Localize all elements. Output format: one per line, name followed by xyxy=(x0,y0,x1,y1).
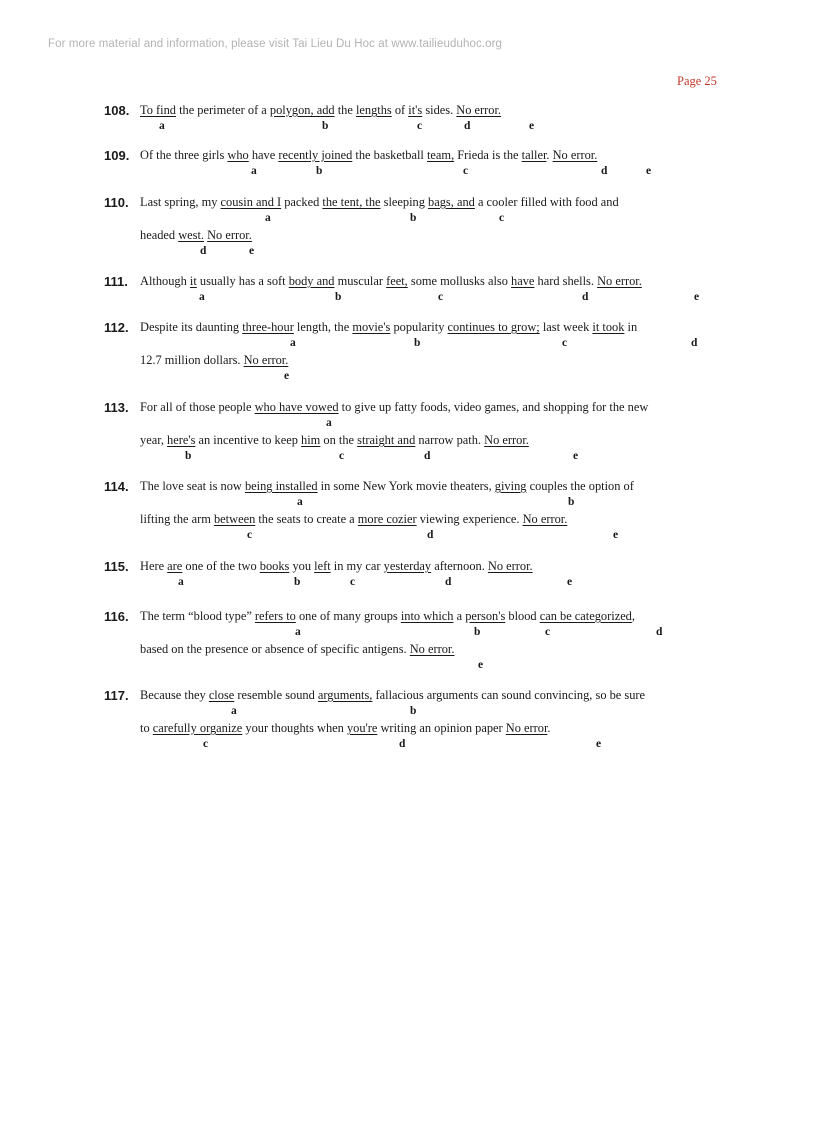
text-segment: couples the option of xyxy=(526,479,634,493)
question-number: 112. xyxy=(104,320,129,335)
choice-label-b: b xyxy=(568,496,575,508)
underlined-segment: straight and xyxy=(357,433,416,447)
text-segment: in my car xyxy=(330,559,384,573)
text-segment: to xyxy=(140,721,153,735)
underlined-segment: person's xyxy=(465,609,506,623)
underlined-segment: it's xyxy=(408,103,423,117)
question-text-line xyxy=(140,721,551,736)
choice-label-c: c xyxy=(247,529,253,541)
choice-label-c: c xyxy=(545,626,551,638)
question-text-line xyxy=(140,559,533,574)
choice-label-a: a xyxy=(265,212,271,224)
text-segment: . xyxy=(546,148,553,162)
question-text-line xyxy=(140,609,635,624)
question-text-line xyxy=(140,512,567,527)
text-segment: hard shells. xyxy=(534,274,598,288)
underlined-segment: body and xyxy=(288,274,335,288)
choice-label-a: a xyxy=(159,120,165,132)
underlined-segment: movie's xyxy=(352,320,391,334)
text-segment: the basketball xyxy=(352,148,427,162)
choice-label-d: d xyxy=(582,291,589,303)
choice-label-b: b xyxy=(335,291,342,303)
text-segment: . xyxy=(547,721,551,735)
watermark: For more material and information, please visit Tai Lieu Du Hoc at www.tailieuduhoc.org xyxy=(48,38,503,50)
text-segment: last week xyxy=(539,320,593,334)
text-segment: year, xyxy=(140,433,168,447)
underlined-segment: bags, and xyxy=(428,195,475,209)
choice-label-a: a xyxy=(231,705,237,717)
choice-label-b: b xyxy=(414,337,421,349)
choice-label-d: d xyxy=(691,337,698,349)
text-segment: The term “blood type” xyxy=(140,609,255,623)
text-segment: sleeping xyxy=(380,195,429,209)
text-segment: the seats to create a xyxy=(255,512,358,526)
underlined-segment: who have vowed xyxy=(254,400,339,414)
underlined-segment: you're xyxy=(346,721,378,735)
choice-label-a: a xyxy=(290,337,296,349)
choice-label-c: c xyxy=(417,120,423,132)
choice-label-c: c xyxy=(350,576,356,588)
underlined-segment: left xyxy=(314,559,331,573)
underlined-segment: are xyxy=(167,559,183,573)
question-number: 111. xyxy=(104,274,128,289)
text-segment: a xyxy=(453,609,466,623)
underlined-segment: giving xyxy=(494,479,527,493)
choice-label-a: a xyxy=(326,417,332,429)
text-segment: an incentive to keep xyxy=(195,433,302,447)
text-segment: have xyxy=(248,148,279,162)
text-segment: based on the presence or absence of specific antigens. xyxy=(140,642,410,656)
text-segment: writing an opinion paper xyxy=(377,721,506,735)
text-segment: packed xyxy=(281,195,323,209)
question-text-line xyxy=(140,400,648,415)
underlined-segment: have xyxy=(511,274,535,288)
choice-label-b: b xyxy=(410,212,417,224)
underlined-segment: yesterday xyxy=(383,559,432,573)
underlined-segment: No error xyxy=(505,721,548,735)
text-segment: , xyxy=(631,609,635,623)
text-segment: the xyxy=(334,103,356,117)
choice-label-e: e xyxy=(646,165,652,177)
question-number: 115. xyxy=(104,559,129,574)
question-number: 117. xyxy=(104,688,129,703)
text-segment: afternoon. xyxy=(431,559,488,573)
underlined-segment: feet, xyxy=(386,274,408,288)
text-segment: headed xyxy=(140,228,179,242)
underlined-segment: carefully organize xyxy=(152,721,243,735)
text-segment: sides. xyxy=(422,103,457,117)
text-segment: narrow path. xyxy=(415,433,485,447)
text-segment: the perimeter of a xyxy=(175,103,270,117)
question-text-line xyxy=(140,148,597,163)
underlined-segment: refers to xyxy=(254,609,296,623)
question-text-line xyxy=(140,103,501,118)
text-segment: resemble sound xyxy=(234,688,318,702)
text-segment: blood xyxy=(505,609,540,623)
underlined-segment: No error. xyxy=(207,228,252,242)
question-number: 116. xyxy=(104,609,129,624)
underlined-segment: No error. xyxy=(484,433,529,447)
underlined-segment: No error. xyxy=(409,642,455,656)
underlined-segment: being installed xyxy=(244,479,318,493)
question-text-line xyxy=(140,479,634,494)
choice-label-e: e xyxy=(694,291,700,303)
text-segment: fallacious arguments can sound convincing, so be sure xyxy=(372,688,646,702)
question-text-line xyxy=(140,195,619,210)
text-segment: Of the three girls xyxy=(140,148,228,162)
underlined-segment: close xyxy=(208,688,235,702)
underlined-segment: west. xyxy=(178,228,204,242)
question-number: 113. xyxy=(104,400,129,415)
underlined-segment: No error. xyxy=(487,559,533,573)
underlined-segment: polygon, add xyxy=(269,103,335,117)
choice-label-c: c xyxy=(203,738,209,750)
underlined-segment: arguments, xyxy=(317,688,373,702)
choice-label-d: d xyxy=(601,165,608,177)
underlined-segment: between xyxy=(213,512,256,526)
text-segment: Because they xyxy=(140,688,209,702)
text-segment: you xyxy=(289,559,315,573)
text-segment: length, the xyxy=(293,320,353,334)
choice-label-b: b xyxy=(316,165,323,177)
question-number: 114. xyxy=(104,479,129,494)
choice-label-c: c xyxy=(463,165,469,177)
text-segment: 12.7 million dollars. xyxy=(140,353,244,367)
choice-label-c: c xyxy=(562,337,568,349)
question-text-line xyxy=(140,433,529,448)
underlined-segment: more cozier xyxy=(357,512,417,526)
text-segment: your thoughts when xyxy=(242,721,347,735)
underlined-segment: taller xyxy=(521,148,547,162)
underlined-segment: To find xyxy=(140,103,176,117)
text-segment: muscular xyxy=(334,274,387,288)
text-segment: in some New York movie theaters, xyxy=(317,479,495,493)
question-number: 108. xyxy=(104,103,130,118)
underlined-segment: recently joined xyxy=(278,148,353,162)
underlined-segment: here's xyxy=(167,433,196,447)
underlined-segment: cousin and I xyxy=(220,195,282,209)
text-segment: in xyxy=(624,320,638,334)
text-segment: usually has a soft xyxy=(196,274,289,288)
choice-label-c: c xyxy=(499,212,505,224)
text-segment: of xyxy=(391,103,409,117)
underlined-segment: No error. xyxy=(552,148,598,162)
choice-label-d: d xyxy=(424,450,431,462)
choice-label-e: e xyxy=(596,738,602,750)
underlined-segment: three-hour xyxy=(242,320,294,334)
underlined-segment: No error. xyxy=(243,353,289,367)
choice-label-e: e xyxy=(613,529,619,541)
choice-label-d: d xyxy=(399,738,406,750)
text-segment: on the xyxy=(320,433,358,447)
choice-label-e: e xyxy=(284,370,290,382)
choice-label-c: c xyxy=(339,450,345,462)
underlined-segment: lengths xyxy=(355,103,392,117)
underlined-segment: the tent, the xyxy=(322,195,381,209)
choice-label-e: e xyxy=(567,576,573,588)
choice-label-d: d xyxy=(464,120,471,132)
text-segment: viewing experience. xyxy=(416,512,523,526)
text-segment: some mollusks also xyxy=(407,274,512,288)
question-text-line xyxy=(140,642,454,657)
underlined-segment: into which xyxy=(400,609,454,623)
choice-label-b: b xyxy=(322,120,329,132)
underlined-segment: No error. xyxy=(522,512,568,526)
question-text-line xyxy=(140,320,637,335)
choice-label-d: d xyxy=(427,529,434,541)
choice-label-e: e xyxy=(249,245,255,257)
choice-label-b: b xyxy=(410,705,417,717)
question-text-line xyxy=(140,274,642,289)
text-segment: Despite its daunting xyxy=(140,320,243,334)
underlined-segment: No error. xyxy=(456,103,502,117)
question-text-line xyxy=(140,353,288,368)
choice-label-a: a xyxy=(178,576,184,588)
text-segment: The love seat is now xyxy=(140,479,245,493)
underlined-segment: team, xyxy=(426,148,455,162)
text-segment: to give up fatty foods, video games, and shopping for the new xyxy=(338,400,649,414)
text-segment: Here xyxy=(140,559,168,573)
choice-label-a: a xyxy=(199,291,205,303)
text-segment: one of many groups xyxy=(295,609,401,623)
underlined-segment: can be categorized xyxy=(539,609,632,623)
underlined-segment: him xyxy=(301,433,321,447)
choice-label-c: c xyxy=(438,291,444,303)
question-text-line xyxy=(140,688,645,703)
choice-label-b: b xyxy=(294,576,301,588)
text-segment: popularity xyxy=(390,320,448,334)
text-segment: For all of those people xyxy=(140,400,255,414)
choice-label-b: b xyxy=(474,626,481,638)
text-segment: Frieda is the xyxy=(454,148,522,162)
choice-label-a: a xyxy=(295,626,301,638)
underlined-segment: who xyxy=(227,148,249,162)
text-segment: one of the two xyxy=(182,559,260,573)
text-segment: Last spring, my xyxy=(140,195,221,209)
underlined-segment: it xyxy=(189,274,197,288)
question-text-line xyxy=(140,228,252,243)
text-segment: Although xyxy=(140,274,190,288)
choice-label-e: e xyxy=(573,450,579,462)
choice-label-d: d xyxy=(200,245,207,257)
choice-label-e: e xyxy=(529,120,535,132)
underlined-segment: it took xyxy=(592,320,625,334)
question-number: 109. xyxy=(104,148,130,163)
page-number: Page 25 xyxy=(677,74,717,88)
text-segment: a cooler filled with food and xyxy=(474,195,619,209)
underlined-segment: No error. xyxy=(597,274,642,288)
choice-label-b: b xyxy=(185,450,192,462)
question-number: 110. xyxy=(104,195,129,210)
underlined-segment: continues to grow; xyxy=(447,320,540,334)
choice-label-d: d xyxy=(656,626,663,638)
choice-label-a: a xyxy=(297,496,303,508)
choice-label-d: d xyxy=(445,576,452,588)
text-segment: lifting the arm xyxy=(140,512,214,526)
choice-label-a: a xyxy=(251,165,257,177)
choice-label-e: e xyxy=(478,659,484,671)
underlined-segment: books xyxy=(259,559,290,573)
